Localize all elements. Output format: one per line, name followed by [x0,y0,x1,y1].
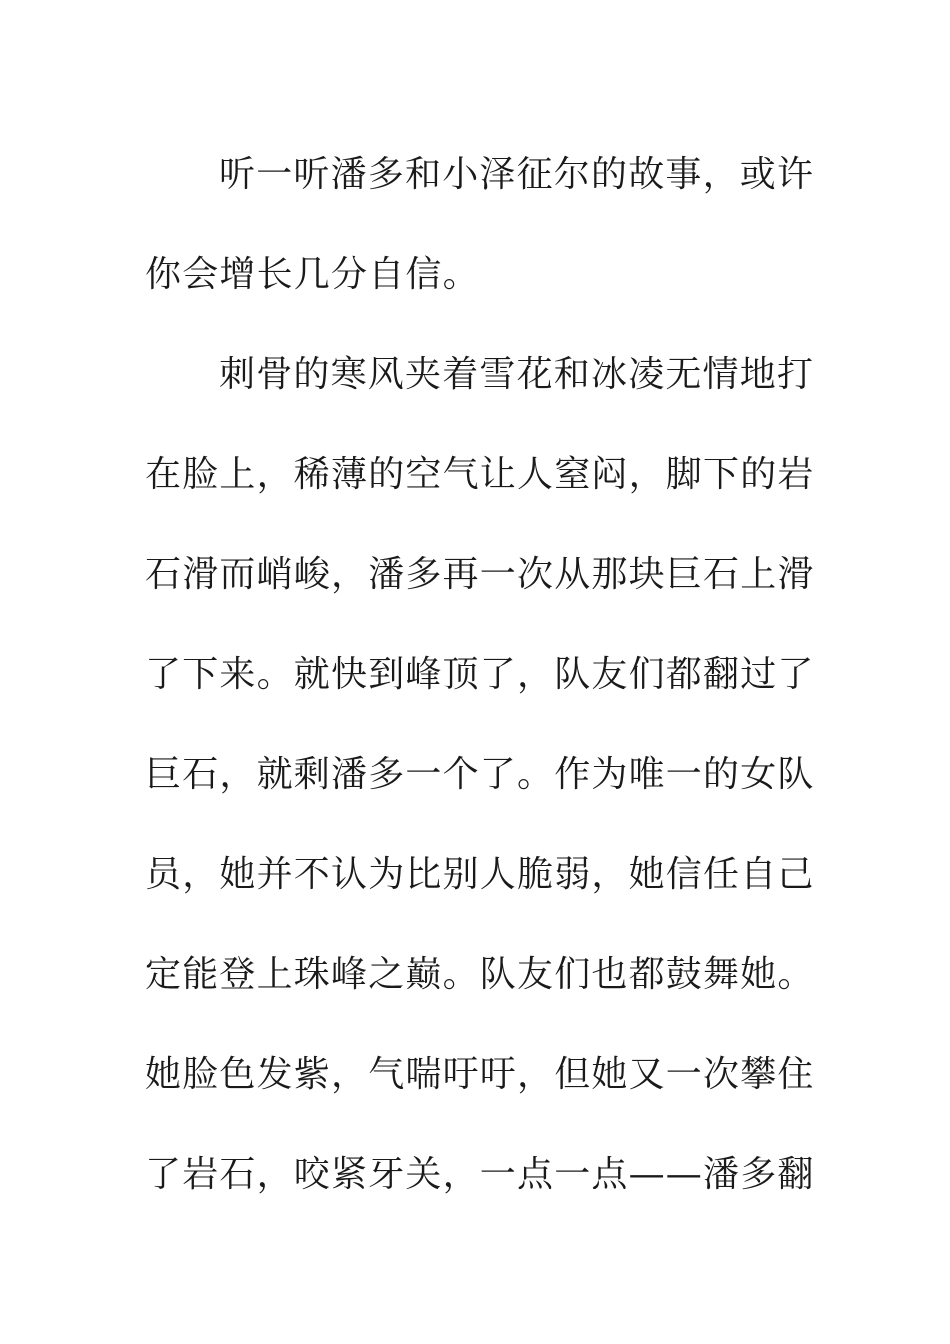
text-line: 了下来。就快到峰顶了，队友们都翻过了 [145,654,815,695]
text-line: 巨石，就剩潘多一个了。作为唯一的女队 [145,754,815,795]
body-text [145,125,815,1225]
text-line: 她脸色发紫，气喘吁吁，但她又一次攀住 [145,1054,815,1095]
text-line: 员，她并不认为比别人脆弱，她信任自己 [145,854,815,895]
paragraph-1 [145,125,815,325]
text-line: 听一听潘多和小泽征尔的故事，或许 [219,154,815,195]
text-line: 在脸上，稀薄的空气让人窒闷，脚下的岩 [145,454,815,495]
text-line: 石滑而峭峻，潘多再一次从那块巨石上滑 [145,554,815,595]
paragraph-2 [145,325,815,1225]
text-line: 刺骨的寒风夹着雪花和冰凌无情地打 [219,354,815,395]
text-line: 了岩石，咬紧牙关，一点一点——潘多翻 [145,1154,815,1195]
text-line: 你会增长几分自信。 [145,254,480,295]
text-line: 定能登上珠峰之巅。队友们也都鼓舞她。 [145,954,815,995]
